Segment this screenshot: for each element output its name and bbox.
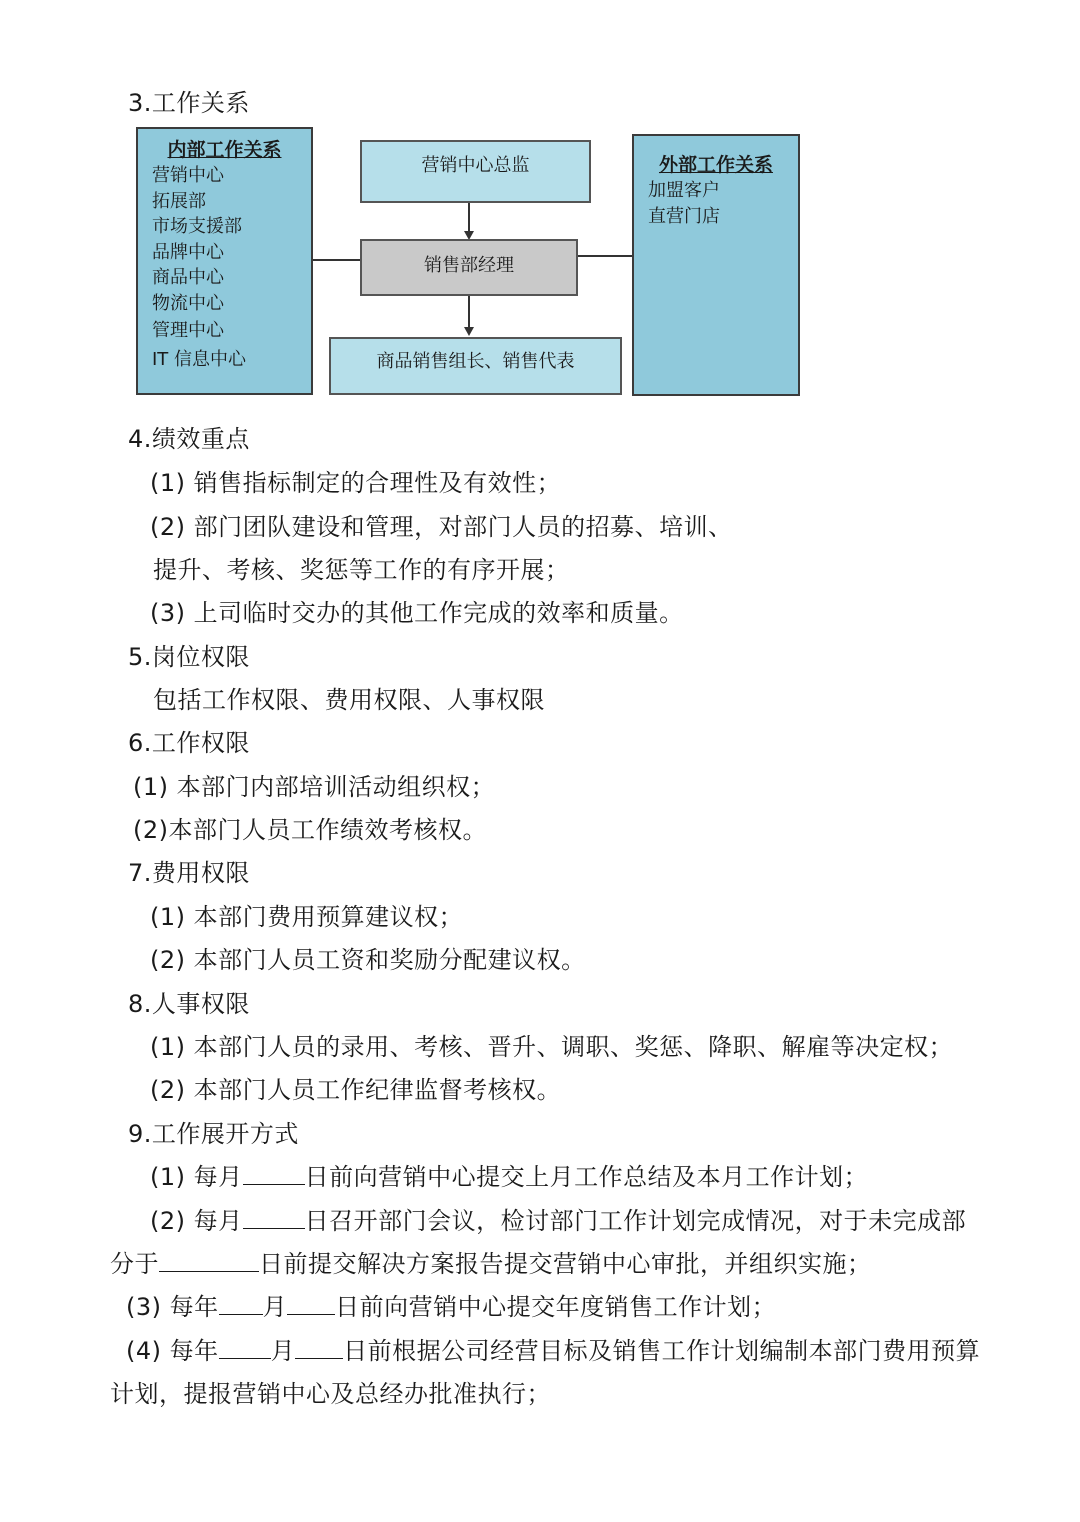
text-line: (3) 上司临时交办的其他工作完成的效率和质量。 [150,599,684,627]
external-relations-box [632,134,800,396]
internal-item: 拓展部 [152,190,206,212]
fill-blank[interactable] [219,1336,271,1359]
connector-right [577,255,632,257]
text-segment: (4) 每年 [126,1337,219,1365]
text-line: (1) 本部门内部培训活动组织权； [133,773,496,801]
text-line: 计划，提报营销中心及总经办批准执行； [110,1380,551,1408]
external-relations-title: 外部工作关系 [658,154,773,176]
internal-item: IT 信息中心 [152,348,247,370]
text-line: (1) 销售指标制定的合理性及有效性； [150,469,562,497]
fill-blank[interactable] [243,1206,305,1229]
sales-team-box [329,337,622,395]
text-segment: (2) 每月 [150,1207,243,1235]
arrow-down-icon [464,327,474,336]
section-9-heading: 9.工作展开方式 [128,1120,299,1148]
section-3-heading: 3.工作关系 [128,89,250,117]
text-segment: 日前向营销中心提交上月工作总结及本月工作计划； [304,1163,869,1191]
section-7-heading: 7.费用权限 [128,859,250,887]
text-line: 包括工作权限、费用权限、人事权限 [153,686,545,714]
section-5-heading: 5.岗位权限 [128,643,250,671]
internal-item: 管理中心 [152,320,224,341]
internal-item: 市场支援部 [152,216,242,237]
internal-relations-title: 内部工作关系 [167,139,282,161]
connector-left [312,259,360,261]
connector-bottom [468,296,470,327]
fill-blank[interactable] [287,1292,335,1315]
external-item: 直营门店 [648,205,720,227]
text-line: (2) 部门团队建设和管理，对部门人员的招募、培训、 [150,513,733,541]
fill-blank[interactable] [295,1336,343,1359]
text-line: (1) 本部门费用预算建议权； [150,903,464,931]
fill-blank[interactable] [219,1292,263,1315]
text-line: (1) 本部门人员的录用、考核、晋升、调职、奖惩、降职、解雇等决定权； [150,1033,954,1061]
text-segment: 月 [262,1293,288,1321]
connector-top [468,202,470,232]
text-line: 提升、考核、奖惩等工作的有序开展； [153,556,570,584]
internal-relations-box [136,127,313,395]
text-line [126,1292,776,1322]
text-segment: 日前向营销中心提交年度销售工作计划； [335,1293,777,1321]
internal-item: 营销中心 [152,165,224,186]
text-segment: 分于 [110,1250,159,1278]
sales-manager-box [360,239,578,296]
text-line [150,1206,966,1236]
sales-team-label: 商品销售组长、销售代表 [376,351,575,372]
internal-item: 物流中心 [152,292,224,314]
section-4-heading: 4.绩效重点 [128,425,250,453]
external-item: 加盟客户 [648,180,720,201]
section-6-heading: 6.工作权限 [128,729,250,757]
text-segment: 月 [270,1337,296,1365]
marketing-director-box [360,140,591,203]
text-line: (2)本部门人员工作绩效考核权。 [133,816,487,844]
section-8-heading: 8.人事权限 [128,990,250,1018]
sales-manager-label: 销售部经理 [424,255,514,276]
text-line: (2) 本部门人员工资和奖励分配建议权。 [150,946,586,974]
marketing-director-label: 营销中心总监 [421,155,530,176]
fill-blank[interactable] [243,1162,305,1185]
text-segment: (3) 每年 [126,1293,219,1321]
fill-blank[interactable] [159,1249,259,1272]
text-line [126,1336,980,1366]
text-segment: 日前根据公司经营目标及销售工作计划编制本部门费用预算 [343,1337,981,1365]
text-segment: 日召开部门会议，检讨部门工作计划完成情况，对于未完成部 [304,1207,967,1235]
internal-item: 商品中心 [152,267,224,288]
text-line [150,1162,868,1192]
text-line [110,1249,872,1279]
internal-item: 品牌中心 [152,241,224,263]
text-segment: 日前提交解决方案报告提交营销中心审批，并组织实施； [259,1250,872,1278]
text-line: (2) 本部门人员工作纪律监督考核权。 [150,1076,562,1104]
text-segment: (1) 每月 [150,1163,243,1191]
